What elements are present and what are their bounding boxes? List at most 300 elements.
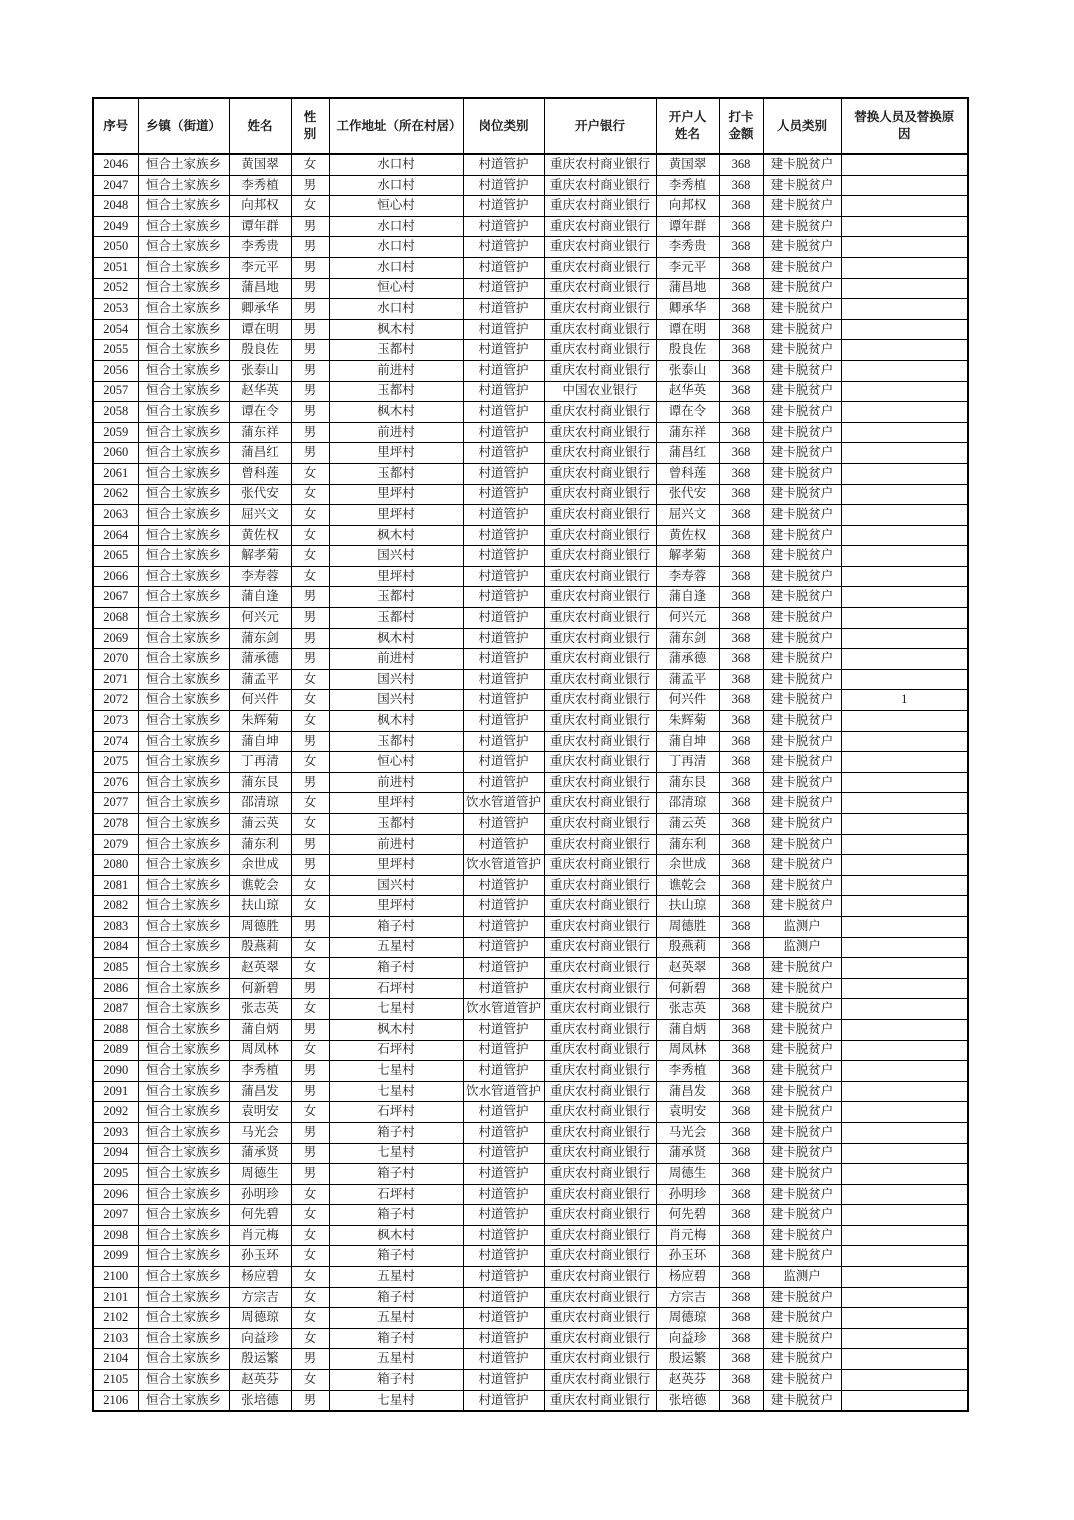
table-cell: 368 <box>719 237 763 258</box>
table-cell: 卿承华 <box>229 299 291 320</box>
table-row <box>93 978 968 999</box>
table-cell: 蒲东剑 <box>656 628 719 649</box>
table-cell: 368 <box>719 1019 763 1040</box>
table-cell: 李元平 <box>229 257 291 278</box>
table-cell: 蒲承贤 <box>229 1143 291 1164</box>
table-cell: 村道管护 <box>463 196 544 217</box>
column-header: 乡镇（街道） <box>138 98 229 154</box>
table-cell: 368 <box>719 793 763 814</box>
table-cell: 村道管护 <box>463 1019 544 1040</box>
table-cell: 男 <box>291 216 329 237</box>
table-cell: 2064 <box>93 525 138 546</box>
table-cell: 重庆农村商业银行 <box>544 690 656 711</box>
table-cell: 方宗吉 <box>229 1287 291 1308</box>
table-cell: 重庆农村商业银行 <box>544 484 656 505</box>
table-cell: 重庆农村商业银行 <box>544 1246 656 1267</box>
table-cell: 七星村 <box>329 1081 463 1102</box>
table-cell <box>841 1061 968 1082</box>
table-cell: 孙明珍 <box>656 1184 719 1205</box>
table-cell: 赵英翠 <box>656 958 719 979</box>
table-cell: 村道管护 <box>463 1184 544 1205</box>
table-cell: 2084 <box>93 937 138 958</box>
table-cell <box>841 834 968 855</box>
table-cell: 重庆农村商业银行 <box>544 896 656 917</box>
table-row <box>93 1267 968 1288</box>
table-cell: 卿承华 <box>656 299 719 320</box>
table-cell: 重庆农村商业银行 <box>544 1349 656 1370</box>
table-cell: 重庆农村商业银行 <box>544 855 656 876</box>
table-cell: 368 <box>719 505 763 526</box>
table-cell: 恒合土家族乡 <box>138 463 229 484</box>
table-cell: 村道管护 <box>463 958 544 979</box>
table-cell: 里坪村 <box>329 896 463 917</box>
table-cell: 朱辉菊 <box>229 711 291 732</box>
table-cell: 恒合土家族乡 <box>138 381 229 402</box>
table-cell: 村道管护 <box>463 505 544 526</box>
table-cell: 重庆农村商业银行 <box>544 814 656 835</box>
table-cell: 恒合土家族乡 <box>138 484 229 505</box>
table-cell <box>841 608 968 629</box>
table-cell: 重庆农村商业银行 <box>544 875 656 896</box>
table-cell: 谭在令 <box>229 402 291 423</box>
table-cell: 李元平 <box>656 257 719 278</box>
table-cell: 重庆农村商业银行 <box>544 1287 656 1308</box>
table-cell: 重庆农村商业银行 <box>544 422 656 443</box>
table-cell: 男 <box>291 422 329 443</box>
table-cell: 重庆农村商业银行 <box>544 443 656 464</box>
table-cell <box>841 566 968 587</box>
table-cell: 殷燕莉 <box>656 937 719 958</box>
table-cell <box>841 1164 968 1185</box>
table-row <box>93 1287 968 1308</box>
table-cell: 袁明安 <box>229 1102 291 1123</box>
table-cell: 2083 <box>93 916 138 937</box>
table-cell: 建卡脱贫户 <box>763 772 841 793</box>
table-cell: 恒合土家族乡 <box>138 1328 229 1349</box>
table-row <box>93 999 968 1020</box>
table-cell: 368 <box>719 711 763 732</box>
table-cell: 枫木村 <box>329 1019 463 1040</box>
table-row <box>93 608 968 629</box>
table-cell: 建卡脱贫户 <box>763 587 841 608</box>
table-cell <box>841 1143 968 1164</box>
table-cell: 女 <box>291 669 329 690</box>
table-cell <box>841 443 968 464</box>
table-cell <box>841 402 968 423</box>
table-cell: 368 <box>719 649 763 670</box>
table-cell: 水口村 <box>329 299 463 320</box>
table-cell: 男 <box>291 1122 329 1143</box>
table-cell <box>841 257 968 278</box>
table-cell: 何兴件 <box>229 690 291 711</box>
table-cell: 2095 <box>93 1164 138 1185</box>
table-cell: 村道管护 <box>463 772 544 793</box>
table-cell <box>841 731 968 752</box>
table-cell: 2058 <box>93 402 138 423</box>
table-cell <box>841 216 968 237</box>
table-cell: 2076 <box>93 772 138 793</box>
column-header: 姓名 <box>229 98 291 154</box>
table-cell: 马光会 <box>656 1122 719 1143</box>
table-cell: 重庆农村商业银行 <box>544 1102 656 1123</box>
table-cell: 恒合土家族乡 <box>138 1102 229 1123</box>
table-cell: 重庆农村商业银行 <box>544 1308 656 1329</box>
table-cell: 建卡脱贫户 <box>763 1019 841 1040</box>
table-cell: 村道管护 <box>463 278 544 299</box>
table-cell: 蒲孟平 <box>656 669 719 690</box>
table-cell: 村道管护 <box>463 690 544 711</box>
table-cell: 水口村 <box>329 216 463 237</box>
table-cell: 2073 <box>93 711 138 732</box>
table-cell: 建卡脱贫户 <box>763 546 841 567</box>
table-cell: 368 <box>719 525 763 546</box>
table-cell: 蒲自逢 <box>656 587 719 608</box>
table-row <box>93 340 968 361</box>
table-cell: 前进村 <box>329 772 463 793</box>
table-row <box>93 1205 968 1226</box>
table-cell: 里坪村 <box>329 443 463 464</box>
table-cell: 蒲昌发 <box>656 1081 719 1102</box>
table-row <box>93 422 968 443</box>
table-cell: 李秀贵 <box>656 237 719 258</box>
table-row <box>93 793 968 814</box>
table-cell: 重庆农村商业银行 <box>544 978 656 999</box>
table-cell: 村道管护 <box>463 216 544 237</box>
column-header: 人员类别 <box>763 98 841 154</box>
table-cell: 女 <box>291 1287 329 1308</box>
table-cell: 建卡脱贫户 <box>763 566 841 587</box>
table-cell: 重庆农村商业银行 <box>544 1081 656 1102</box>
table-cell: 饮水管道管护 <box>463 999 544 1020</box>
table-cell: 建卡脱贫户 <box>763 1370 841 1391</box>
table-row <box>93 1061 968 1082</box>
table-cell: 蒲东利 <box>656 834 719 855</box>
table-cell: 杨应碧 <box>229 1267 291 1288</box>
table-cell: 重庆农村商业银行 <box>544 216 656 237</box>
table-row <box>93 1390 968 1411</box>
table-cell: 2071 <box>93 669 138 690</box>
table-cell: 重庆农村商业银行 <box>544 278 656 299</box>
table-cell: 建卡脱贫户 <box>763 1081 841 1102</box>
table-cell: 赵华英 <box>656 381 719 402</box>
table-cell: 368 <box>719 875 763 896</box>
table-cell: 孙玉环 <box>656 1246 719 1267</box>
table-cell: 里坪村 <box>329 484 463 505</box>
table-row <box>93 814 968 835</box>
table-cell <box>841 1122 968 1143</box>
table-cell: 恒合土家族乡 <box>138 257 229 278</box>
table-cell: 368 <box>719 731 763 752</box>
table-cell: 里坪村 <box>329 855 463 876</box>
table-cell: 男 <box>291 1164 329 1185</box>
table-cell: 张志英 <box>656 999 719 1020</box>
table-cell: 重庆农村商业银行 <box>544 669 656 690</box>
table-cell: 村道管护 <box>463 443 544 464</box>
table-cell: 2047 <box>93 175 138 196</box>
table-cell: 村道管护 <box>463 937 544 958</box>
table-row <box>93 237 968 258</box>
table-cell <box>841 525 968 546</box>
table-cell <box>841 175 968 196</box>
table-cell: 五星村 <box>329 1267 463 1288</box>
table-cell: 孙玉环 <box>229 1246 291 1267</box>
table-cell: 箱子村 <box>329 1370 463 1391</box>
table-cell: 2046 <box>93 154 138 175</box>
table-cell: 枫木村 <box>329 711 463 732</box>
table-cell: 恒合土家族乡 <box>138 834 229 855</box>
table-cell: 蒲昌发 <box>229 1081 291 1102</box>
table-cell: 2072 <box>93 690 138 711</box>
table-cell: 368 <box>719 1081 763 1102</box>
table-row <box>93 443 968 464</box>
table-cell: 女 <box>291 752 329 773</box>
table-cell: 何新碧 <box>229 978 291 999</box>
table-cell: 建卡脱贫户 <box>763 319 841 340</box>
column-header: 性别 <box>291 98 329 154</box>
table-cell: 殷燕莉 <box>229 937 291 958</box>
table-cell: 2051 <box>93 257 138 278</box>
table-cell <box>841 1287 968 1308</box>
table-cell <box>841 154 968 175</box>
table-cell: 恒合土家族乡 <box>138 546 229 567</box>
table-cell: 男 <box>291 340 329 361</box>
table-cell: 村道管护 <box>463 978 544 999</box>
table-row <box>93 566 968 587</box>
table-cell <box>841 1040 968 1061</box>
table-cell: 里坪村 <box>329 505 463 526</box>
table-cell: 方宗吉 <box>656 1287 719 1308</box>
table-cell: 马光会 <box>229 1122 291 1143</box>
table-row <box>93 299 968 320</box>
table-cell: 何兴元 <box>229 608 291 629</box>
table-cell: 村道管护 <box>463 628 544 649</box>
table-cell: 2070 <box>93 649 138 670</box>
table-cell: 扶山琼 <box>656 896 719 917</box>
table-cell: 男 <box>291 381 329 402</box>
table-cell: 建卡脱贫户 <box>763 381 841 402</box>
table-cell: 1 <box>841 690 968 711</box>
table-cell: 恒合土家族乡 <box>138 814 229 835</box>
table-row <box>93 505 968 526</box>
table-cell: 重庆农村商业银行 <box>544 402 656 423</box>
table-cell: 恒合土家族乡 <box>138 525 229 546</box>
table-cell: 建卡脱贫户 <box>763 1225 841 1246</box>
table-cell: 蒲自逢 <box>229 587 291 608</box>
table-cell: 建卡脱贫户 <box>763 1246 841 1267</box>
table-row <box>93 958 968 979</box>
table-cell: 向邦权 <box>656 196 719 217</box>
table-cell: 重庆农村商业银行 <box>544 752 656 773</box>
table-row <box>93 1164 968 1185</box>
table-cell: 368 <box>719 299 763 320</box>
table-cell: 丁再清 <box>229 752 291 773</box>
table-cell: 村道管护 <box>463 608 544 629</box>
table-cell: 女 <box>291 154 329 175</box>
table-cell: 村道管护 <box>463 422 544 443</box>
table-cell: 肖元梅 <box>656 1225 719 1246</box>
table-cell: 扶山琼 <box>229 896 291 917</box>
table-cell: 余世成 <box>656 855 719 876</box>
table-cell: 谯乾会 <box>229 875 291 896</box>
table-cell: 重庆农村商业银行 <box>544 1225 656 1246</box>
table-cell: 2079 <box>93 834 138 855</box>
table-cell: 恒心村 <box>329 196 463 217</box>
table-cell: 箱子村 <box>329 916 463 937</box>
table-cell: 重庆农村商业银行 <box>544 257 656 278</box>
table-cell: 2075 <box>93 752 138 773</box>
table-cell: 2061 <box>93 463 138 484</box>
table-cell <box>841 999 968 1020</box>
table-row <box>93 855 968 876</box>
table-cell: 蒲东利 <box>229 834 291 855</box>
table-cell <box>841 299 968 320</box>
table-cell: 蒲承贤 <box>656 1143 719 1164</box>
table-cell <box>841 546 968 567</box>
table-cell: 368 <box>719 628 763 649</box>
table-cell: 重庆农村商业银行 <box>544 958 656 979</box>
table-cell: 368 <box>719 1143 763 1164</box>
table-cell: 女 <box>291 896 329 917</box>
table-cell: 恒心村 <box>329 752 463 773</box>
table-cell: 恒合土家族乡 <box>138 319 229 340</box>
table-cell: 箱子村 <box>329 1287 463 1308</box>
table-row <box>93 1102 968 1123</box>
table-cell: 建卡脱贫户 <box>763 443 841 464</box>
table-cell: 368 <box>719 608 763 629</box>
table-cell: 女 <box>291 1246 329 1267</box>
table-cell: 男 <box>291 237 329 258</box>
table-cell: 建卡脱贫户 <box>763 278 841 299</box>
table-cell: 368 <box>719 154 763 175</box>
table-cell: 村道管护 <box>463 1143 544 1164</box>
table-cell: 368 <box>719 340 763 361</box>
table-cell: 村道管护 <box>463 154 544 175</box>
table-cell: 重庆农村商业银行 <box>544 1390 656 1411</box>
table-cell: 重庆农村商业银行 <box>544 319 656 340</box>
table-cell: 村道管护 <box>463 1328 544 1349</box>
table-row <box>93 402 968 423</box>
table-row <box>93 1122 968 1143</box>
table-cell: 水口村 <box>329 175 463 196</box>
table-cell: 屈兴文 <box>229 505 291 526</box>
table-cell: 水口村 <box>329 237 463 258</box>
table-cell: 邵清琼 <box>656 793 719 814</box>
table-cell: 368 <box>719 855 763 876</box>
table-row <box>93 1143 968 1164</box>
table-cell: 何先碧 <box>229 1205 291 1226</box>
table-cell: 男 <box>291 1019 329 1040</box>
table-cell: 殷良佐 <box>656 340 719 361</box>
table-cell: 李秀植 <box>656 175 719 196</box>
table-cell: 2055 <box>93 340 138 361</box>
table-cell: 368 <box>719 546 763 567</box>
table-cell: 恒合土家族乡 <box>138 937 229 958</box>
table-cell: 368 <box>719 916 763 937</box>
table-row <box>93 196 968 217</box>
table-cell: 恒合土家族乡 <box>138 1349 229 1370</box>
table-cell: 里坪村 <box>329 793 463 814</box>
table-cell: 村道管护 <box>463 546 544 567</box>
table-cell: 殷运繁 <box>656 1349 719 1370</box>
table-cell <box>841 958 968 979</box>
table-cell: 李寿蓉 <box>229 566 291 587</box>
table-cell: 368 <box>719 1102 763 1123</box>
table-cell: 肖元梅 <box>229 1225 291 1246</box>
table-cell: 恒合土家族乡 <box>138 1308 229 1329</box>
table-cell: 村道管护 <box>463 834 544 855</box>
table-cell: 殷运繁 <box>229 1349 291 1370</box>
table-cell: 村道管护 <box>463 1349 544 1370</box>
table-cell: 368 <box>719 1122 763 1143</box>
table-cell <box>841 1370 968 1391</box>
table-cell: 殷良佐 <box>229 340 291 361</box>
table-cell: 建卡脱贫户 <box>763 1061 841 1082</box>
table-cell: 男 <box>291 443 329 464</box>
table-cell: 恒合土家族乡 <box>138 1122 229 1143</box>
table-cell: 男 <box>291 978 329 999</box>
table-cell: 2092 <box>93 1102 138 1123</box>
table-cell <box>841 855 968 876</box>
table-cell: 饮水管道管护 <box>463 855 544 876</box>
table-cell: 恒合土家族乡 <box>138 1184 229 1205</box>
table-body <box>93 154 968 1411</box>
table-cell: 五星村 <box>329 1308 463 1329</box>
table-cell: 男 <box>291 257 329 278</box>
table-cell: 女 <box>291 937 329 958</box>
table-cell: 向邦权 <box>229 196 291 217</box>
column-header: 开户人姓名 <box>656 98 719 154</box>
table-cell: 重庆农村商业银行 <box>544 299 656 320</box>
table-cell: 恒合土家族乡 <box>138 690 229 711</box>
table-cell: 建卡脱贫户 <box>763 978 841 999</box>
table-cell: 恒合土家族乡 <box>138 999 229 1020</box>
table-cell: 前进村 <box>329 649 463 670</box>
table-cell: 重庆农村商业银行 <box>544 1370 656 1391</box>
table-cell <box>841 340 968 361</box>
table-cell: 368 <box>719 978 763 999</box>
table-cell: 建卡脱贫户 <box>763 525 841 546</box>
table-cell: 何兴元 <box>656 608 719 629</box>
table-cell: 孙明珍 <box>229 1184 291 1205</box>
table-cell: 女 <box>291 690 329 711</box>
table-cell: 恒合土家族乡 <box>138 916 229 937</box>
table-cell <box>841 896 968 917</box>
table-cell: 368 <box>719 772 763 793</box>
table-cell: 重庆农村商业银行 <box>544 175 656 196</box>
table-cell: 重庆农村商业银行 <box>544 1267 656 1288</box>
table-cell: 2099 <box>93 1246 138 1267</box>
table-row <box>93 1308 968 1329</box>
table-cell <box>841 752 968 773</box>
table-cell: 男 <box>291 1061 329 1082</box>
table-cell: 2093 <box>93 1122 138 1143</box>
table-cell: 重庆农村商业银行 <box>544 1205 656 1226</box>
table-cell: 男 <box>291 1349 329 1370</box>
table-cell <box>841 711 968 732</box>
table-cell: 李秀植 <box>229 175 291 196</box>
table-cell: 建卡脱贫户 <box>763 855 841 876</box>
table-cell: 2062 <box>93 484 138 505</box>
table-cell: 建卡脱贫户 <box>763 340 841 361</box>
table-cell: 368 <box>719 1287 763 1308</box>
table-cell: 女 <box>291 525 329 546</box>
table-cell: 前进村 <box>329 422 463 443</box>
table-cell: 建卡脱贫户 <box>763 628 841 649</box>
table-cell: 男 <box>291 916 329 937</box>
table-cell: 男 <box>291 360 329 381</box>
table-cell: 村道管护 <box>463 1205 544 1226</box>
table-cell: 368 <box>719 1061 763 1082</box>
